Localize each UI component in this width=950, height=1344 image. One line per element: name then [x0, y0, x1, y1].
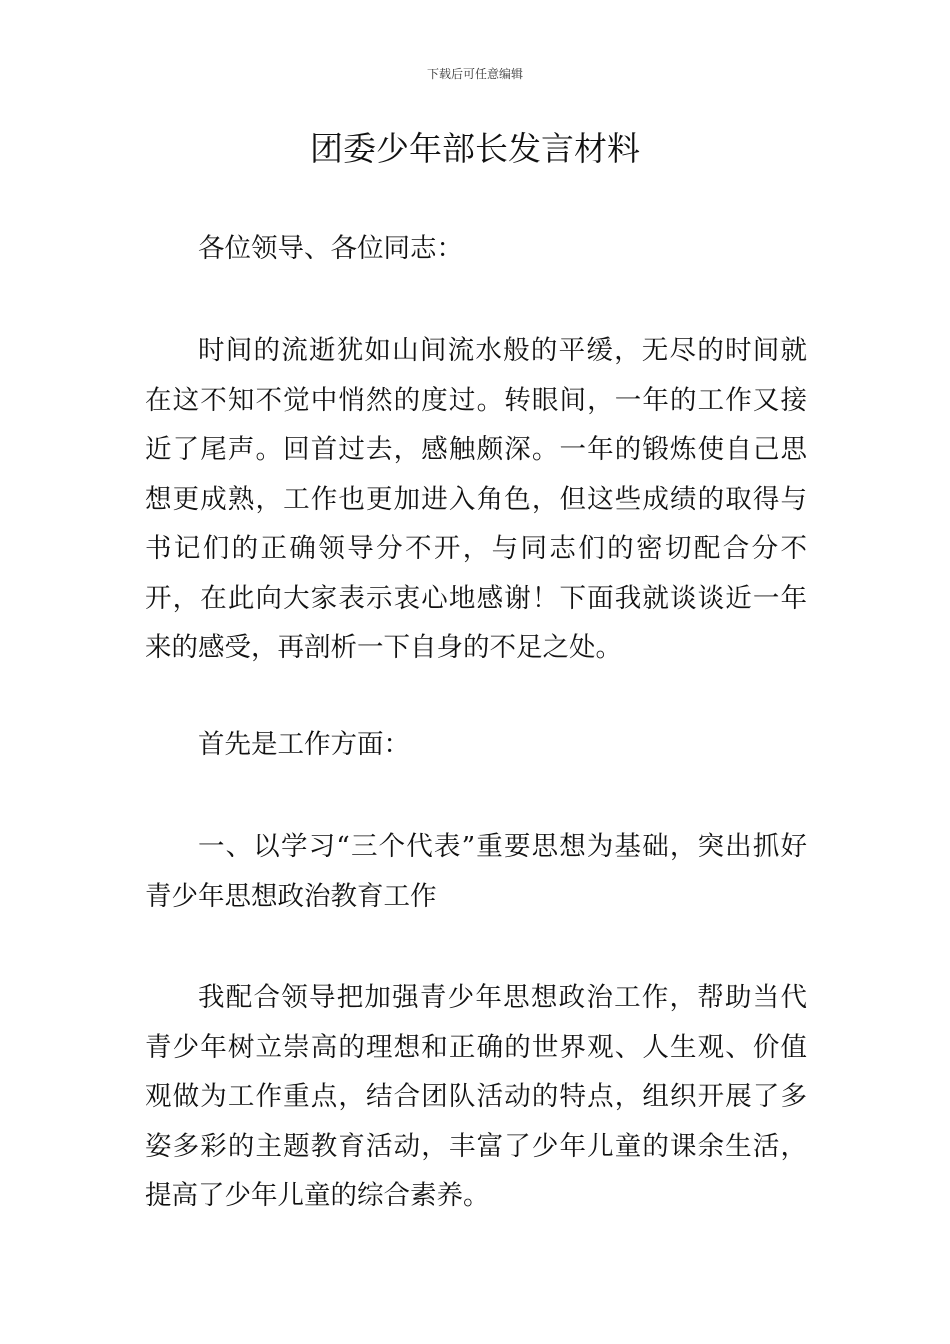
intro-paragraph: 时间的流逝犹如山间流水般的平缓，无尽的时间就在这不知不觉中悄然的度过。转眼间，一年的工作又接近了尾声。回首过去，感触颇深。一年的锻炼使自己思想更成熟，工作也更加进入角色，但这些成绩的取得与书记们的正确领导分不开，与同志们的密切配合分不开，在此向大家表示衷心地感谢！下面我就谈谈近一年来的感受，再剖析一下自身的不足之处。 — [145, 335, 807, 663]
section-body-1: 我配合领导把加强青少年思想政治工作，帮助当代青少年树立崇高的理想和正确的世界观、人生观、价值观做为工作重点，结合团队活动的特点，组织开展了多姿多彩的主题教育活动，丰富了少年儿童的课余生活，提高了少年儿童的综合素养。 — [145, 982, 807, 1211]
section-heading-1: 一、以学习“三个代表”重要思想为基础，突出抓好青少年思想政治教育工作 — [145, 831, 807, 912]
section-lead-paragraph: 首先是工作方面： — [198, 729, 410, 760]
document-title: 团委少年部长发言材料 — [310, 129, 640, 168]
header-note: 下载后可任意编辑 — [426, 67, 523, 81]
salutation-paragraph: 各位领导、各位同志： — [198, 233, 463, 264]
